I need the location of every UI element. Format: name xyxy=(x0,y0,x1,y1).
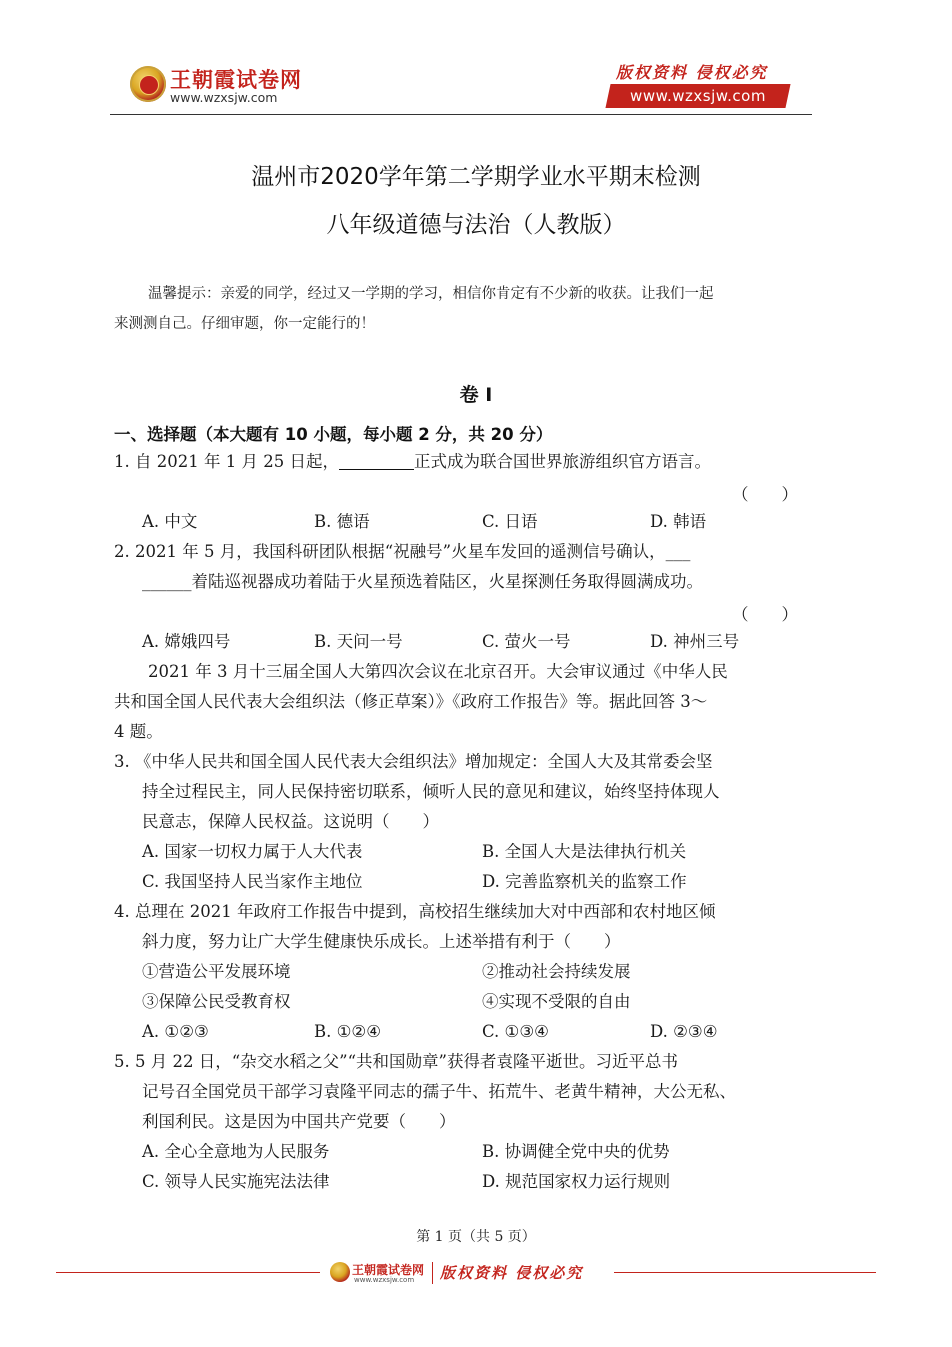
material-line-1: 2021 年 3 月十三届全国人大第四次会议在北京召开。大会审议通过《中华人民 xyxy=(148,662,728,681)
exam-title: 温州市2020学年第二学期学业水平期末检测 xyxy=(251,164,701,190)
q3-line-1: 3. 《中华人民共和国全国人民代表大会组织法》增加规定：全国人大及其常委会坚 xyxy=(114,752,713,771)
q5-line-1: 5. 5 月 22 日，“杂交水稻之父”“共和国勋章”获得者袁隆平逝世。习近平总书 xyxy=(114,1052,678,1071)
q2-answer-paren: （ ） xyxy=(732,605,798,624)
exam-subtitle: 八年级道德与法治（人教版） xyxy=(326,212,626,238)
q1-option-c: C. 日语 xyxy=(482,512,538,531)
material-line-2: 共和国全国人民代表大会组织法（修正草案）》《政府工作报告》等。据此回答 3～ xyxy=(114,692,708,711)
q2-option-a: A. 嫦娥四号 xyxy=(142,632,231,651)
q5-option-d: D. 规范国家权力运行规则 xyxy=(482,1172,671,1191)
q4-item-2: ②推动社会持续发展 xyxy=(482,962,631,981)
footer-slogan: 版权资料 侵权必究 xyxy=(440,1264,584,1282)
volume-label: 卷 Ⅰ xyxy=(459,384,493,406)
footer-logo-url: www.wzxsjw.com xyxy=(354,1276,415,1284)
q2-option-b: B. 天问一号 xyxy=(314,632,403,651)
q3-option-d: D. 完善监察机关的监察工作 xyxy=(482,872,687,891)
logo-name: 王朝霞试卷网 xyxy=(170,68,302,92)
footer-divider-right xyxy=(614,1272,876,1273)
page-number: 第 1 页（共 5 页） xyxy=(416,1229,536,1245)
q4-option-c: C. ①③④ xyxy=(482,1022,549,1041)
q4-line-1: 4. 总理在 2021 年政府工作报告中提到，高校招生继续加大对中西部和农村地区倾 xyxy=(114,902,716,921)
q4-option-d: D. ②③④ xyxy=(650,1022,718,1041)
copyright-slogan: 版权资料 侵权必究 xyxy=(616,63,768,82)
q4-item-1: ①营造公平发展环境 xyxy=(142,962,291,981)
q5-option-a: A. 全心全意地为人民服务 xyxy=(142,1142,330,1161)
q4-option-a: A. ①②③ xyxy=(142,1022,209,1041)
q1-stem-a: 1. 自 2021 年 1 月 25 日起， xyxy=(114,452,339,471)
q5-option-b: B. 协调健全党中央的优势 xyxy=(482,1142,670,1161)
tip-label: 温馨提示： xyxy=(148,286,221,302)
tip-line-2: 来测测自己。仔细审题，你一定能行的！ xyxy=(114,316,375,332)
footer-logo-icon xyxy=(330,1262,350,1282)
q2-option-c: C. 萤火一号 xyxy=(482,632,571,651)
material-line-3: 4 题。 xyxy=(114,722,163,741)
logo-badge-icon xyxy=(130,66,166,102)
q3-option-a: A. 国家一切权力属于人大代表 xyxy=(142,842,363,861)
q1-stem-b: 正式成为联合国世界旅游组织官方语言。 xyxy=(413,452,711,471)
q4-option-b: B. ①②④ xyxy=(314,1022,381,1041)
q5-option-c: C. 领导人民实施宪法法律 xyxy=(142,1172,330,1191)
q3-line-2: 持全过程民主，同人民保持密切联系，倾听人民的意见和建议，始终坚持体现人 xyxy=(142,782,720,801)
header-divider xyxy=(110,114,812,115)
footer-separator xyxy=(432,1262,433,1284)
section-heading: 一、选择题（本大题有 10 小题，每小题 2 分，共 20 分） xyxy=(114,425,553,444)
q5-line-3: 利国利民。这是因为中国共产党要（ ） xyxy=(142,1112,456,1131)
q1-option-a: A. 中文 xyxy=(142,512,198,531)
q1-answer-paren: （ ） xyxy=(732,485,798,504)
footer-divider-left xyxy=(56,1272,320,1273)
q4-item-3: ③保障公民受教育权 xyxy=(142,992,291,1011)
q4-item-4: ④实现不受限的自由 xyxy=(482,992,631,1011)
q1-option-d: D. 韩语 xyxy=(650,512,707,531)
q3-line-3: 民意志，保障人民权益。这说明（ ） xyxy=(142,812,439,831)
footer-logo-name: 王朝霞试卷网 xyxy=(352,1263,425,1277)
q2-line-1: 2. 2021 年 5 月，我国科研团队根据“祝融号”火星车发回的遥测信号确认，___ xyxy=(114,542,691,561)
header-url: www.wzxsjw.com xyxy=(630,87,766,105)
q1-stem xyxy=(114,451,711,473)
q3-option-b: B. 全国人大是法律执行机关 xyxy=(482,842,687,861)
tip-line-1 xyxy=(148,282,714,303)
q5-line-2: 记号召全国党员干部学习袁隆平同志的孺子牛、拓荒牛、老黄牛精神，大公无私、 xyxy=(142,1082,736,1101)
tip-text-1: 亲爱的同学，经过又一学期的学习，相信你肯定有不少新的收获。让我们一起 xyxy=(220,286,714,302)
q2-option-d: D. 神州三号 xyxy=(650,632,740,651)
q2-line-2: ______着陆巡视器成功着陆于火星预选着陆区，火星探测任务取得圆满成功。 xyxy=(142,572,703,591)
q1-option-b: B. 德语 xyxy=(314,512,370,531)
q1-answer-blank xyxy=(339,451,414,470)
logo-url: www.wzxsjw.com xyxy=(170,90,278,105)
q4-line-2: 斜力度，努力让广大学生健康快乐成长。上述举措有利于（ ） xyxy=(142,932,621,951)
q3-option-c: C. 我国坚持人民当家作主地位 xyxy=(142,872,363,891)
